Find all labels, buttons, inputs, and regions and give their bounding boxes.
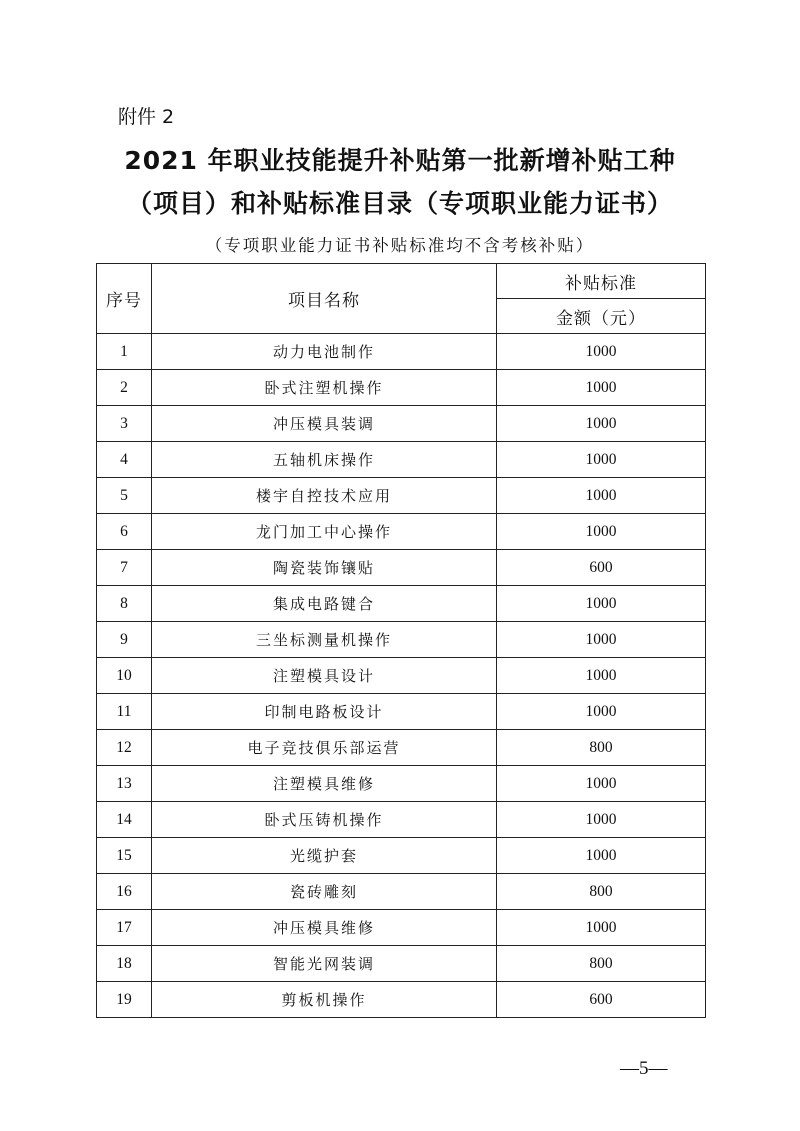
table-row [97, 622, 706, 658]
row-number: 14 [97, 802, 152, 838]
row-number: 16 [97, 874, 152, 910]
page-number: —5— [620, 1058, 668, 1079]
row-amount: 600 [497, 550, 706, 586]
row-amount: 1000 [497, 478, 706, 514]
row-number: 18 [97, 946, 152, 982]
row-name: 五轴机床操作 [152, 442, 497, 478]
subtitle: （专项职业能力证书补贴标准均不含考核补贴） [205, 236, 595, 255]
row-amount: 1000 [497, 406, 706, 442]
row-number: 8 [97, 586, 152, 622]
row-number: 9 [97, 622, 152, 658]
row-amount: 800 [497, 730, 706, 766]
header-standard: 补贴标准 [497, 264, 706, 299]
row-name: 注塑模具设计 [152, 658, 497, 694]
row-name: 三坐标测量机操作 [152, 622, 497, 658]
row-number: 5 [97, 478, 152, 514]
row-number: 2 [97, 370, 152, 406]
row-number: 4 [97, 442, 152, 478]
row-amount: 1000 [497, 910, 706, 946]
table-row [97, 694, 706, 730]
row-number: 13 [97, 766, 152, 802]
title-line-1: 2021 年职业技能提升补贴第一批新增补贴工种 [124, 146, 676, 175]
header-amount: 金额（元） [497, 299, 706, 334]
row-number: 19 [97, 982, 152, 1018]
table-row [97, 334, 706, 370]
row-name: 卧式注塑机操作 [152, 370, 497, 406]
row-amount: 1000 [497, 766, 706, 802]
table-row [97, 514, 706, 550]
row-name: 冲压模具装调 [152, 406, 497, 442]
table-row [97, 550, 706, 586]
row-number: 6 [97, 514, 152, 550]
table-row [97, 478, 706, 514]
table-row [97, 874, 706, 910]
row-amount: 800 [497, 946, 706, 982]
row-number: 17 [97, 910, 152, 946]
row-amount: 1000 [497, 658, 706, 694]
row-amount: 1000 [497, 586, 706, 622]
row-number: 11 [97, 694, 152, 730]
row-name: 动力电池制作 [152, 334, 497, 370]
table-row [97, 730, 706, 766]
row-number: 1 [97, 334, 152, 370]
row-name: 龙门加工中心操作 [152, 514, 497, 550]
row-name: 瓷砖雕刻 [152, 874, 497, 910]
row-name: 剪板机操作 [152, 982, 497, 1018]
row-number: 3 [97, 406, 152, 442]
table-row [97, 658, 706, 694]
row-amount: 800 [497, 874, 706, 910]
table-row [97, 946, 706, 982]
row-amount: 600 [497, 982, 706, 1018]
table-row [97, 370, 706, 406]
table-row [97, 838, 706, 874]
title-line-2: （项目）和补贴标准目录（专项职业能力证书） [126, 189, 673, 218]
subsidy-table [96, 263, 706, 1018]
row-name: 印制电路板设计 [152, 694, 497, 730]
row-name: 卧式压铸机操作 [152, 802, 497, 838]
row-number: 10 [97, 658, 152, 694]
table-row [97, 766, 706, 802]
row-name: 光缆护套 [152, 838, 497, 874]
row-amount: 1000 [497, 334, 706, 370]
row-amount: 1000 [497, 442, 706, 478]
header-name: 项目名称 [152, 264, 497, 334]
row-name: 智能光网装调 [152, 946, 497, 982]
row-number: 7 [97, 550, 152, 586]
row-amount: 1000 [497, 802, 706, 838]
row-name: 注塑模具维修 [152, 766, 497, 802]
header-index: 序号 [97, 264, 152, 334]
row-amount: 1000 [497, 838, 706, 874]
row-name: 楼宇自控技术应用 [152, 478, 497, 514]
row-number: 12 [97, 730, 152, 766]
row-name: 集成电路键合 [152, 586, 497, 622]
row-number: 15 [97, 838, 152, 874]
row-amount: 1000 [497, 622, 706, 658]
header-row [97, 264, 706, 299]
table-row [97, 406, 706, 442]
row-name: 陶瓷装饰镶贴 [152, 550, 497, 586]
row-name: 电子竞技俱乐部运营 [152, 730, 497, 766]
attachment-label: 附件 2 [118, 106, 175, 128]
table-row [97, 910, 706, 946]
table-row [97, 586, 706, 622]
row-amount: 1000 [497, 370, 706, 406]
table-row [97, 982, 706, 1018]
table-row [97, 442, 706, 478]
table-row [97, 802, 706, 838]
row-amount: 1000 [497, 514, 706, 550]
row-name: 冲压模具维修 [152, 910, 497, 946]
row-amount: 1000 [497, 694, 706, 730]
